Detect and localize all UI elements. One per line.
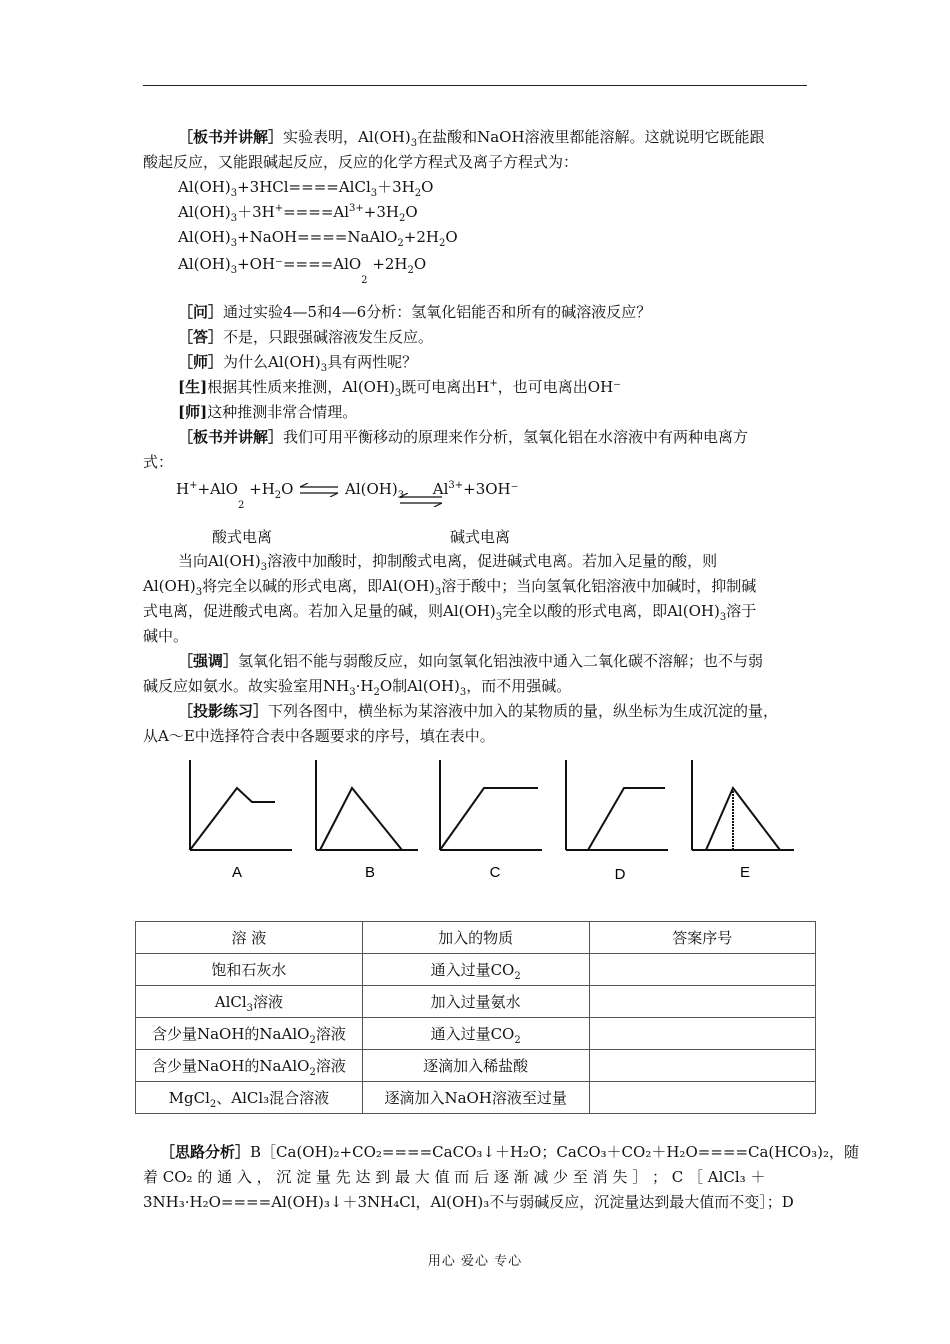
student-line: [生]根据其性质来推测，$Al(OH)_3$既可电离出H+，也可电离出OH⁻: [178, 378, 622, 399]
answer-cell[interactable]: [589, 1082, 815, 1114]
paragraph-line: 碱中。: [143, 627, 189, 645]
equilibrium-arrow-icon: [398, 493, 444, 507]
equation-3: $Al(OH)_3+NaOH====NaAlO_2+2H_2O$: [178, 228, 458, 249]
section-tag: ［板书并讲解］: [178, 128, 284, 146]
paragraph-line: 酸起反应，又能跟碱起反应，反应的化学方程式及离子方程式为：: [143, 153, 579, 171]
graph-label-b: B: [364, 864, 376, 881]
answer-cell[interactable]: [589, 1018, 815, 1050]
acid-ionization-label: 酸式电离: [212, 528, 273, 546]
paragraph-line: 式：: [143, 453, 174, 471]
graph-e: [692, 760, 794, 850]
answer-line: ［答］不是，只跟强碱溶液发生反应。: [178, 328, 434, 346]
table-row: 含少量NaOH的NaAlO$_2$溶液 通入过量$CO_2$: [136, 1018, 816, 1050]
graph-label-c: C: [489, 864, 501, 881]
graph-label-a: A: [231, 864, 243, 881]
paragraph-exercise: ［投影练习］下列各图中，横坐标为某溶液中加入的某物质的量，纵坐标为生成沉淀的量，: [178, 702, 779, 720]
paragraph-line: 碱反应如氨水。故实验室用$NH_3\cdot H_2O$制$Al(OH)_3$，而不用强碱。: [143, 677, 572, 698]
header-rule: [143, 85, 807, 86]
graph-a: [190, 760, 292, 850]
teacher-line: ［师］为什么$Al(OH)_3$具有两性呢？: [178, 353, 418, 374]
paragraph-board-explain-1: ［板书并讲解］实验表明，$Al(OH)_3$在盐酸和NaOH溶液里都能溶解。这就说明它既能跟: [178, 128, 765, 149]
paragraph-line: 式电离，促进酸式电离。若加入足量的碱，则$Al(OH)_3$完全以酸的形式电离，即$Al(OH)_3$溶于: [143, 602, 757, 623]
graph-b: [316, 760, 418, 850]
teacher-line-2: [师]这种推测非常合情理。: [178, 403, 358, 421]
paragraph-board-explain-2: ［板书并讲解］我们可用平衡移动的原理来作分析，氢氧化铝在水溶液中有两种电离方: [178, 428, 749, 446]
graph-d: [566, 760, 668, 850]
header-cell: 答案序号: [589, 922, 815, 954]
equation-2: $Al(OH)_3+3H^+====Al^{3+}+3H_2O$: [178, 203, 418, 224]
paragraph-line: 着 CO₂ 的 通 入 ， 沉 淀 量 先 达 到 最 大 值 而 后 逐 渐 减 少 至 消 失 ］ ； C ［ AlCl₃ ＋: [143, 1168, 766, 1186]
paragraph-line: 从A～E中选择符合表中各题要求的序号，填在表中。: [143, 727, 495, 745]
table-row: MgCl$_2$、AlCl₃混合溶液 逐滴加入NaOH溶液至过量: [136, 1082, 816, 1114]
equation-1: $Al(OH)_3+3HCl====AlCl_3+3H_2O$: [178, 178, 434, 199]
precipitation-graphs: [180, 755, 800, 890]
page-footer: 用心 爱心 专心: [427, 1254, 523, 1269]
table-row: 饱和石灰水 通入过量$CO_2$: [136, 954, 816, 986]
base-ionization-label: 碱式电离: [450, 528, 511, 546]
paragraph-line: $Al(OH)_3$将完全以碱的形式电离，即$Al(OH)_3$溶于酸中；当向氢氧化铝溶液中加碱时，抑制碱: [143, 577, 757, 598]
header-cell: 加入的物质: [362, 922, 589, 954]
answer-cell[interactable]: [589, 1050, 815, 1082]
ionization-equation: $H^++AlO_2 +H_2O$ $Al(OH)_3$ $Al^{3+}+3OH^-$: [176, 480, 519, 511]
equation-4: $Al(OH)_3+OH^-====AlO_2 +2H_2O$: [178, 255, 427, 286]
paragraph-emphasis: ［强调］氢氧化铝不能与弱酸反应，如向氢氧化铝浊液中通入二氧化碳不溶解；也不与弱: [178, 652, 764, 670]
paragraph-analysis: ［思路分析］B［Ca(OH)₂+CO₂====CaCO₃↓＋H₂O；CaCO₃＋CO₂＋H₂O====Ca(HCO₃)₂，随: [160, 1143, 860, 1161]
paragraph-line: 3NH₃·H₂O====Al(OH)₃↓＋3NH₄Cl，Al(OH)₃不与弱碱反应，沉淀量达到最大值而不变］；D: [143, 1193, 794, 1211]
header-cell: 溶 液: [136, 922, 363, 954]
equilibrium-arrow-icon: [298, 483, 340, 497]
table-row: AlCl$_3$溶液 加入过量氨水: [136, 986, 816, 1018]
answer-table: [135, 921, 816, 1114]
graph-label-d: D: [614, 866, 626, 883]
answer-cell[interactable]: [589, 986, 815, 1018]
table-header-row: [136, 922, 816, 954]
graph-c: [440, 760, 542, 850]
paragraph-line: 当向$Al(OH)_3$溶液中加酸时，抑制酸式电离，促进碱式电离。若加入足量的酸，则: [178, 552, 718, 573]
table-row: 含少量NaOH的NaAlO$_2$溶液 逐滴加入稀盐酸: [136, 1050, 816, 1082]
answer-cell[interactable]: [589, 954, 815, 986]
graph-label-e: E: [739, 864, 751, 881]
question-line: ［问］通过实验4—5和4—6分析：氢氧化铝能否和所有的碱溶液反应？: [178, 303, 652, 321]
